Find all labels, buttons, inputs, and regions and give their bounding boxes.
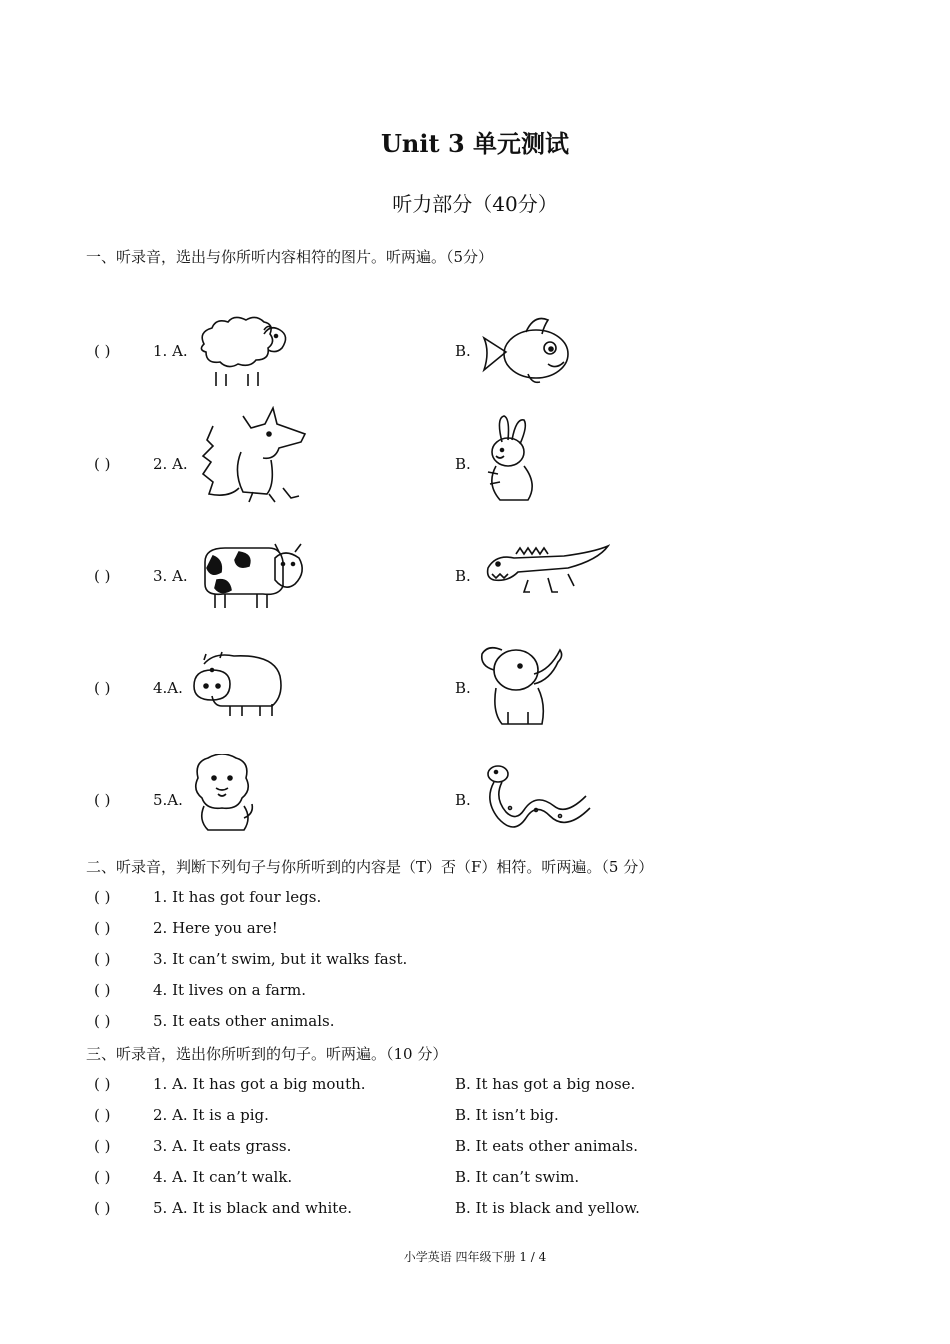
fish-picture[interactable] bbox=[478, 312, 576, 388]
option-a: 1. A. It has got a big mouth. bbox=[153, 1075, 366, 1093]
crocodile-picture[interactable] bbox=[484, 542, 610, 600]
question-number: 1. A. bbox=[153, 342, 188, 360]
answer-blank[interactable]: ( ) bbox=[94, 1012, 111, 1030]
statement: 2. Here you are! bbox=[153, 919, 278, 937]
question-number: 4.A. bbox=[153, 679, 183, 697]
option-b: B. It isn’t big. bbox=[455, 1106, 559, 1124]
option-b-label: B. bbox=[455, 567, 471, 585]
option-a: 5. A. It is black and white. bbox=[153, 1199, 352, 1217]
answer-blank[interactable]: ( ) bbox=[94, 455, 111, 473]
option-a: 3. A. It eats grass. bbox=[153, 1137, 292, 1155]
option-b-label: B. bbox=[455, 679, 471, 697]
option-a: 2. A. It is a pig. bbox=[153, 1106, 269, 1124]
option-b: B. It can’t swim. bbox=[455, 1168, 580, 1186]
answer-blank[interactable]: ( ) bbox=[94, 1137, 111, 1155]
option-b-label: B. bbox=[455, 791, 471, 809]
statement: 4. It lives on a farm. bbox=[153, 981, 307, 999]
answer-blank[interactable]: ( ) bbox=[94, 679, 111, 697]
answer-blank[interactable]: ( ) bbox=[94, 1106, 111, 1124]
answer-blank[interactable]: ( ) bbox=[94, 1168, 111, 1186]
option-b-label: B. bbox=[455, 342, 471, 360]
statement: 1. It has got four legs. bbox=[153, 888, 322, 906]
section-1-heading: 一、听录音，选出与你所听内容相符的图片。听两遍。（5分） bbox=[86, 248, 494, 266]
option-b: B. It has got a big nose. bbox=[455, 1075, 636, 1093]
section-3-heading: 三、听录音，选出你所听到的句子。听两遍。（10 分） bbox=[86, 1045, 448, 1063]
question-number: 2. A. bbox=[153, 455, 188, 473]
rabbit-picture[interactable] bbox=[480, 414, 540, 506]
statement: 5. It eats other animals. bbox=[153, 1012, 335, 1030]
answer-blank[interactable]: ( ) bbox=[94, 342, 111, 360]
section-2-heading: 二、听录音，判断下列句子与你所听到的内容是（T）否（F）相符。听两遍。（5 分） bbox=[86, 858, 654, 876]
answer-blank[interactable]: ( ) bbox=[94, 950, 111, 968]
answer-blank[interactable]: ( ) bbox=[94, 919, 111, 937]
answer-blank[interactable]: ( ) bbox=[94, 791, 111, 809]
elephant-picture[interactable] bbox=[478, 640, 568, 730]
statement: 3. It can’t swim, but it walks fast. bbox=[153, 950, 408, 968]
section-subtitle: 听力部分（40分） bbox=[392, 192, 558, 216]
hippo-picture[interactable] bbox=[190, 648, 288, 722]
question-number: 3. A. bbox=[153, 567, 188, 585]
option-a: 4. A. It can’t walk. bbox=[153, 1168, 293, 1186]
page-footer: 小学英语 四年级下册 1 / 4 bbox=[403, 1250, 547, 1264]
question-number: 5.A. bbox=[153, 791, 183, 809]
answer-blank[interactable]: ( ) bbox=[94, 1075, 111, 1093]
answer-blank[interactable]: ( ) bbox=[94, 981, 111, 999]
option-b: B. It eats other animals. bbox=[455, 1137, 638, 1155]
lion-picture[interactable] bbox=[190, 754, 256, 834]
page-title: Unit 3 单元测试 bbox=[381, 129, 569, 158]
sheep-picture[interactable] bbox=[194, 314, 292, 388]
answer-blank[interactable]: ( ) bbox=[94, 1199, 111, 1217]
wolf-picture[interactable] bbox=[193, 406, 309, 506]
snake-picture[interactable] bbox=[480, 760, 594, 836]
option-b: B. It is black and yellow. bbox=[455, 1199, 640, 1217]
cow-picture[interactable] bbox=[195, 538, 309, 612]
answer-blank[interactable]: ( ) bbox=[94, 567, 111, 585]
option-b-label: B. bbox=[455, 455, 471, 473]
answer-blank[interactable]: ( ) bbox=[94, 888, 111, 906]
